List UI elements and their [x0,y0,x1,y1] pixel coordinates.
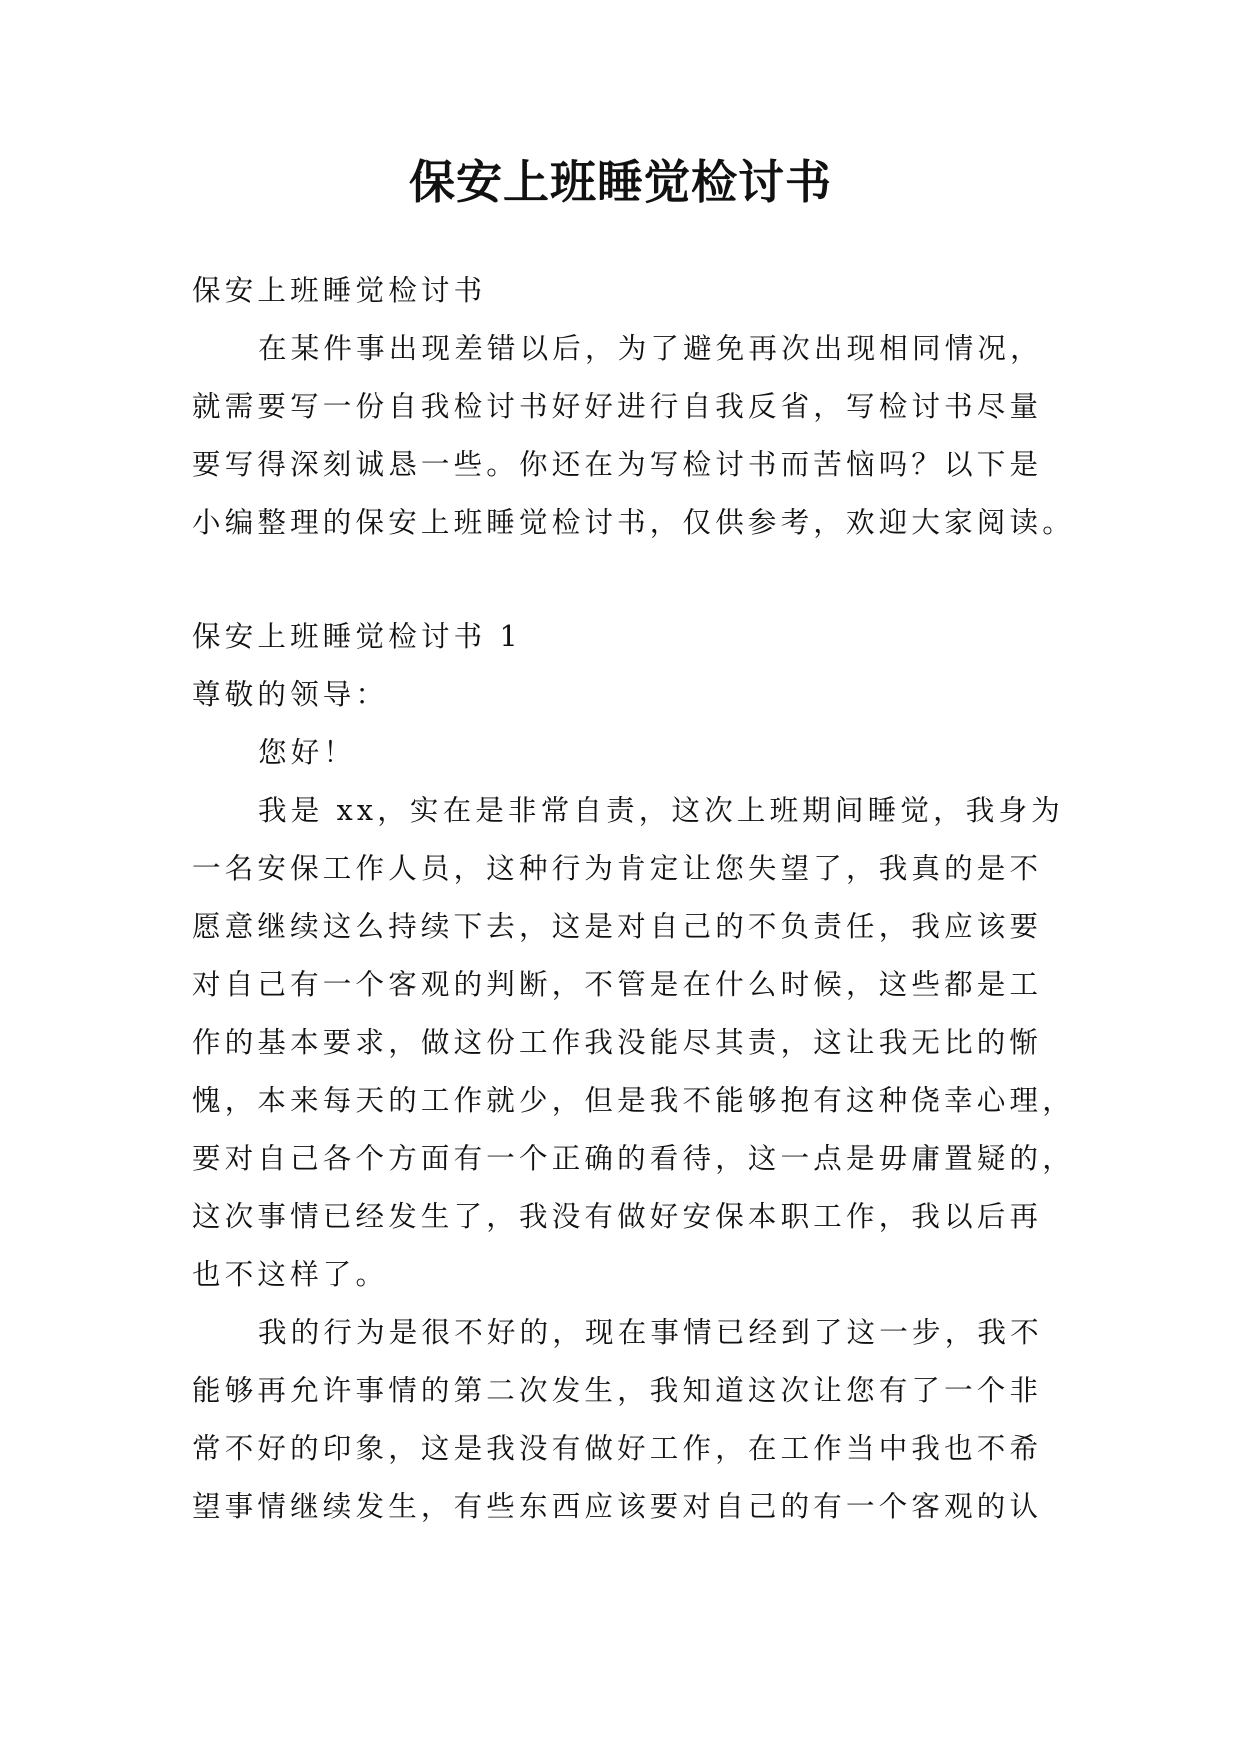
body-line-2: 在某件事出现差错以后，为了避免再次出现相同情况， [258,332,1043,365]
body-line-12: 对自己有一个客观的判断，不管是在什么时候，这些都是工 [192,968,1043,1001]
body-line-16: 这次事情已经发生了，我没有做好安保本职工作，我以后再 [192,1200,1043,1233]
body-line-3: 就需要写一份自我检讨书好好进行自我反省，写检讨书尽量 [192,390,1043,423]
body-line-14: 愧，本来每天的工作就少，但是我不能够抱有这种侥幸心理， [192,1084,1075,1117]
body-line-17: 也不这样了。 [192,1258,389,1291]
body-line-4: 要写得深刻诚恳一些。你还在为写检讨书而苦恼吗？以下是 [192,448,1043,481]
body-line-11: 愿意继续这么持续下去，这是对自己的不负责任，我应该要 [192,910,1043,943]
body-line-15: 要对自己各个方面有一个正确的看待，这一点是毋庸置疑的， [192,1142,1075,1175]
body-line-21: 望事情继续发生，有些东西应该要对自己的有一个客观的认 [192,1490,1043,1523]
body-line-13: 作的基本要求，做这份工作我没能尽其责，这让我无比的惭 [192,1026,1043,1059]
document-title: 保安上班睡觉检讨书 [409,155,832,209]
salutation: 尊敬的领导： [192,678,389,711]
body-line-20: 常不好的印象，这是我没有做好工作，在工作当中我也不希 [192,1432,1043,1465]
section-heading-1: 保安上班睡觉检讨书 1 [192,620,522,653]
body-line-19: 能够再允许事情的第二次发生，我知道这次让您有了一个非 [192,1374,1043,1407]
body-line-5: 小编整理的保安上班睡觉检讨书，仅供参考，欢迎大家阅读。 [192,506,1075,539]
body-line-1: 保安上班睡觉检讨书 [192,274,487,307]
document-body [192,262,1075,1536]
body-line-18: 我的行为是很不好的，现在事情已经到了这一步，我不 [258,1316,1043,1349]
greeting: 您好！ [258,736,357,769]
body-line-9: 我是 xx，实在是非常自责，这次上班期间睡觉，我身为 [258,794,1064,827]
body-line-10: 一名安保工作人员，这种行为肯定让您失望了，我真的是不 [192,852,1043,885]
